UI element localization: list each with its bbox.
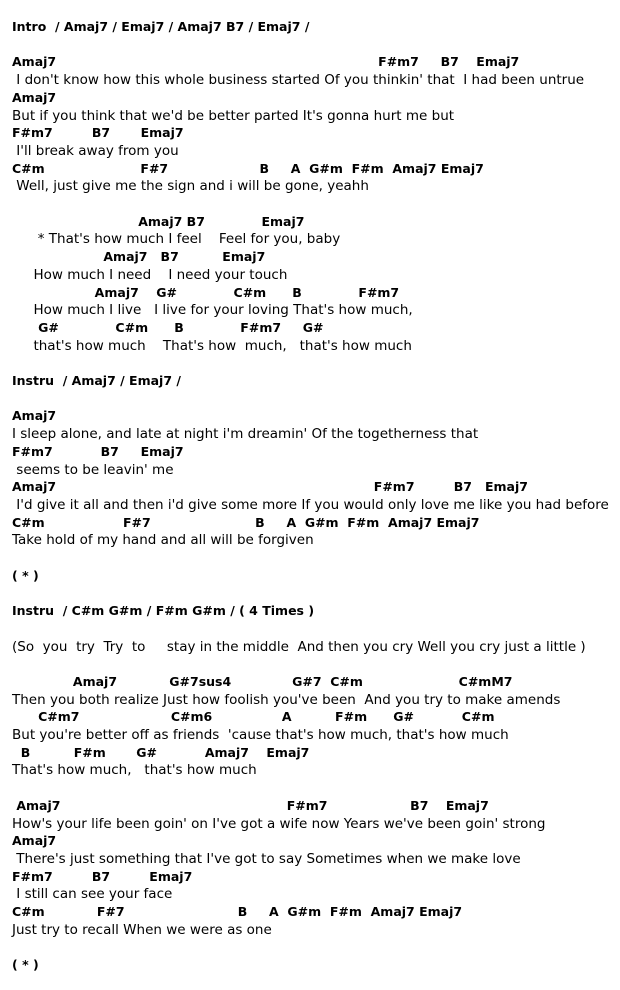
chord-line: G# C#m B F#m7 G#: [12, 319, 324, 335]
lyric-line: I don't know how this whole business started Of you thinkin' that I had been untrue: [12, 72, 585, 89]
chord-line: Amaj7 F#m7 B7 Emaj7: [12, 479, 528, 495]
chord-line: C#m F#7 B A G#m F#m Amaj7 Emaj7: [12, 904, 463, 919]
chord-line: C#m F#7 B A G#m F#m Amaj7 Emaj7: [12, 160, 484, 176]
chord-line: Amaj7 F#m7 B7 Emaj7: [12, 797, 489, 813]
lyric-line: I'll break away from you: [12, 142, 179, 159]
section-label: ( * ): [12, 567, 39, 583]
chord-line: B F#m G# Amaj7 Emaj7: [12, 744, 310, 760]
chord-line: Amaj7: [12, 833, 57, 849]
lyric-line: There's just something that I've got to say Sometimes when we make love: [12, 850, 521, 867]
lyric-line: I still can see your face: [12, 886, 173, 903]
lyric-line: I sleep alone, and late at night i'm dreamin' Of the togetherness that: [12, 426, 479, 443]
section-label: Instru / Amaj7 / Emaj7 /: [12, 373, 181, 388]
lyric-line: But you're better off as friends 'cause that's how much, that's how much: [12, 727, 509, 743]
chord-line: Amaj7 G#7sus4 G#7 C#m C#mM7: [12, 673, 513, 689]
lyric-line: But if you think that we'd be better parted It's gonna hurt me but: [12, 107, 455, 124]
chord-line: Amaj7 G# C#m B F#m7: [12, 284, 400, 300]
lyric-line: that's how much That's how much, that's how much: [12, 337, 412, 354]
chord-line: C#m F#7 B A G#m F#m Amaj7 Emaj7: [12, 514, 480, 530]
chord-line: F#m7 B7 Emaj7: [12, 443, 184, 459]
section-label: Intro / Amaj7 / Emaj7 / Amaj7 B7 / Emaj7 /: [12, 19, 310, 34]
section-label: Instru / C#m G#m / F#m G#m / ( 4 Times ): [12, 603, 315, 619]
lyric-line: Take hold of my hand and all will be forgiven: [12, 532, 314, 549]
lyric-line: How much I need I need your touch: [12, 266, 288, 283]
lyric-line: Well, just give me the sign and i will be gone, yeahh: [12, 178, 369, 195]
lyric-line: * That's how much I feel Feel for you, baby: [12, 231, 341, 248]
lyric-line: How's your life been goin' on I've got a wife now Years we've been goin' strong: [12, 815, 546, 832]
lyric-line: Then you both realize Just how foolish you've been And you try to make amends: [12, 691, 561, 708]
lyric-line: seems to be leavin' me: [12, 461, 174, 478]
chord-line: Amaj7: [12, 89, 57, 105]
chord-line: C#m7 C#m6 A F#m G# C#m: [12, 709, 495, 725]
lyric-line: (So you try Try to stay in the middle And then you cry Well you cry just a little ): [12, 638, 586, 655]
chord-line: Amaj7 F#m7 B7 Emaj7: [12, 54, 520, 70]
lyric-line: How much I live I live for your loving That's how much,: [12, 302, 413, 319]
chord-line: F#m7 B7 Emaj7: [12, 125, 184, 141]
chord-line: Amaj7: [12, 408, 57, 424]
lyric-line: That's how much, that's how much: [12, 762, 257, 779]
chord-line: F#m7 B7 Emaj7: [12, 868, 193, 884]
lyric-line: Just try to recall When we were as one: [12, 921, 272, 938]
chord-line: Amaj7 B7 Emaj7: [12, 249, 266, 265]
section-label: ( * ): [12, 957, 39, 973]
chord-line: Amaj7 B7 Emaj7: [12, 213, 305, 229]
lyric-line: I'd give it all and then i'd give some more If you would only love me like you had before: [12, 496, 609, 513]
